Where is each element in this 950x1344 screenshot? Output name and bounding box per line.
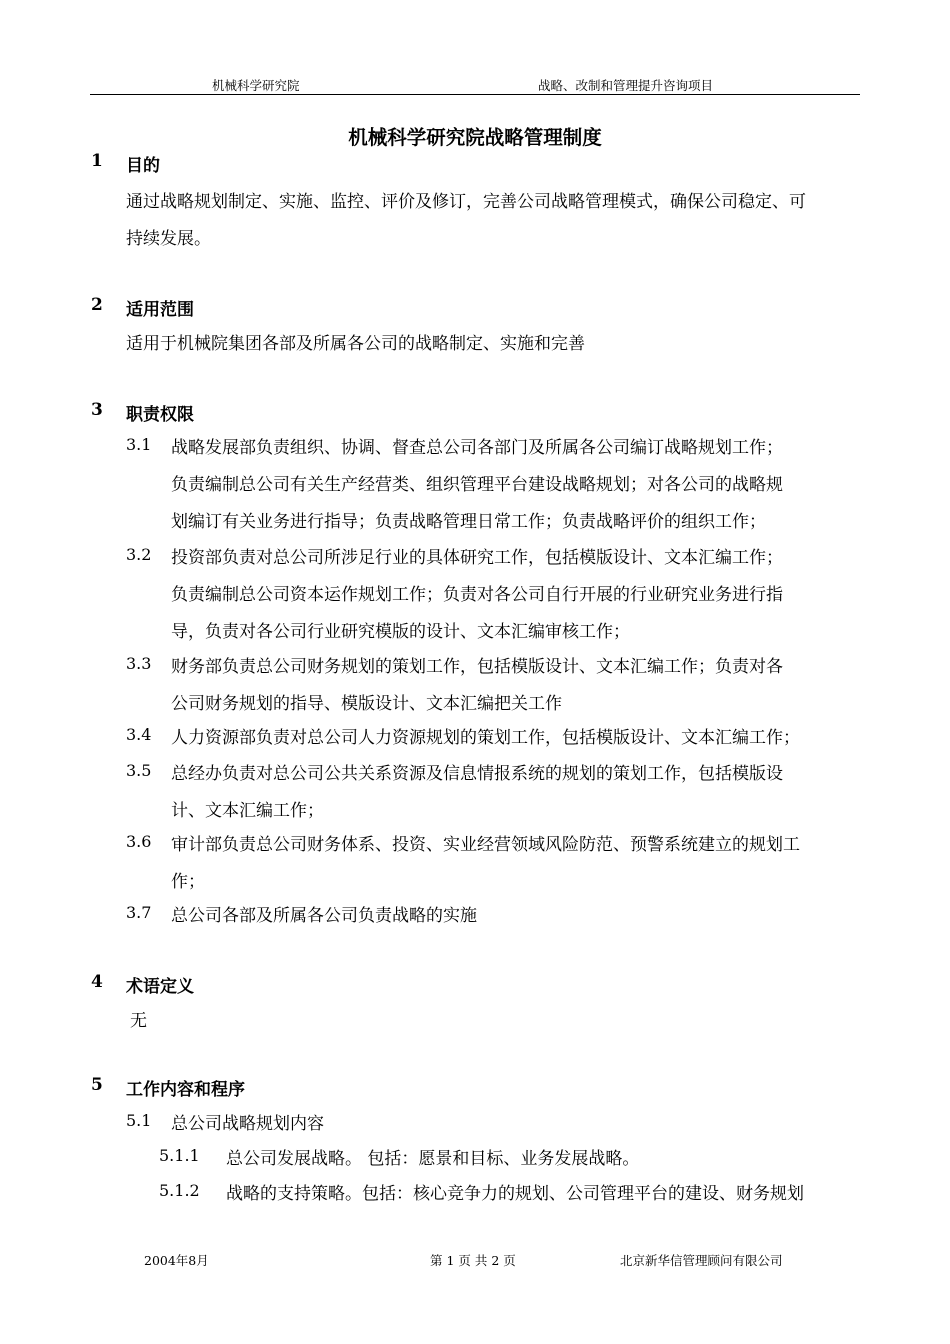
section-5-number: 5 bbox=[91, 1075, 103, 1095]
section-2-title: 适用范围 bbox=[126, 300, 194, 320]
section-3-title: 职责权限 bbox=[126, 405, 194, 425]
item-number: 3.1 bbox=[126, 435, 152, 454]
item-line: 负责编制总公司有关生产经营类、组织管理平台建设战略规划；对各公司的战略规 bbox=[171, 475, 783, 495]
item-number: 5.1.2 bbox=[159, 1181, 200, 1200]
item-line: 总公司发展战略。 包括：愿景和目标、业务发展战略。 bbox=[226, 1149, 640, 1169]
section-1-number: 1 bbox=[91, 151, 103, 171]
item-line: 人力资源部负责对总公司人力资源规划的策划工作，包括模版设计、文本汇编工作； bbox=[171, 728, 800, 748]
item-number: 3.5 bbox=[126, 761, 152, 780]
header-rule bbox=[90, 94, 860, 95]
section-5-title: 工作内容和程序 bbox=[126, 1080, 245, 1100]
subsection-title: 总公司战略规划内容 bbox=[171, 1114, 324, 1134]
item-line: 公司财务规划的指导、模版设计、文本汇编把关工作 bbox=[171, 694, 562, 714]
item-number: 3.7 bbox=[126, 903, 152, 922]
item-line: 总经办负责对总公司公共关系资源及信息情报系统的规划的策划工作，包括模版设 bbox=[171, 764, 783, 784]
item-line: 审计部负责总公司财务体系、投资、实业经营领域风险防范、预警系统建立的规划工 bbox=[171, 835, 800, 855]
item-line: 投资部负责对总公司所涉足行业的具体研究工作，包括模版设计、文本汇编工作； bbox=[171, 548, 783, 568]
section-1-line: 通过战略规划制定、实施、监控、评价及修订，完善公司战略管理模式，确保公司稳定、可 bbox=[126, 192, 806, 212]
item-line: 计、文本汇编工作； bbox=[171, 801, 324, 821]
item-line: 总公司各部及所属各公司负责战略的实施 bbox=[171, 906, 477, 926]
footer-page-number: 第 1 页 共 2 页 bbox=[430, 1253, 516, 1268]
item-line: 战略发展部负责组织、协调、督查总公司各部门及所属各公司编订战略规划工作； bbox=[171, 438, 783, 458]
section-2-number: 2 bbox=[91, 295, 103, 315]
footer-company: 北京新华信管理顾问有限公司 bbox=[620, 1253, 783, 1268]
section-3-number: 3 bbox=[91, 400, 103, 420]
subsection-number: 5.1 bbox=[126, 1111, 152, 1130]
document-title: 机械科学研究院战略管理制度 bbox=[348, 126, 602, 149]
item-line: 划编订有关业务进行指导；负责战略管理日常工作；负责战略评价的组织工作； bbox=[171, 512, 766, 532]
section-1-title: 目的 bbox=[126, 156, 160, 176]
item-number: 5.1.1 bbox=[159, 1146, 200, 1165]
section-1-line: 持续发展。 bbox=[126, 229, 211, 249]
item-line: 导，负责对各公司行业研究模版的设计、文本汇编审核工作； bbox=[171, 622, 630, 642]
section-4-number: 4 bbox=[91, 972, 103, 992]
section-4-line: 无 bbox=[130, 1011, 147, 1031]
section-4-title: 术语定义 bbox=[126, 977, 194, 997]
header-org: 机械科学研究院 bbox=[212, 78, 300, 93]
item-number: 3.3 bbox=[126, 654, 152, 673]
item-line: 财务部负责总公司财务规划的策划工作，包括模版设计、文本汇编工作；负责对各 bbox=[171, 657, 783, 677]
footer-date: 2004年8月 bbox=[144, 1253, 209, 1268]
item-number: 3.4 bbox=[126, 725, 152, 744]
section-2-line: 适用于机械院集团各部及所属各公司的战略制定、实施和完善 bbox=[126, 334, 585, 354]
item-line: 作； bbox=[171, 872, 205, 892]
item-line: 战略的支持策略。包括：核心竞争力的规划、公司管理平台的建设、财务规划 bbox=[226, 1184, 804, 1204]
item-number: 3.6 bbox=[126, 832, 152, 851]
item-line: 负责编制总公司资本运作规划工作；负责对各公司自行开展的行业研究业务进行指 bbox=[171, 585, 783, 605]
item-number: 3.2 bbox=[126, 545, 152, 564]
header-project: 战略、改制和管理提升咨询项目 bbox=[538, 78, 714, 93]
